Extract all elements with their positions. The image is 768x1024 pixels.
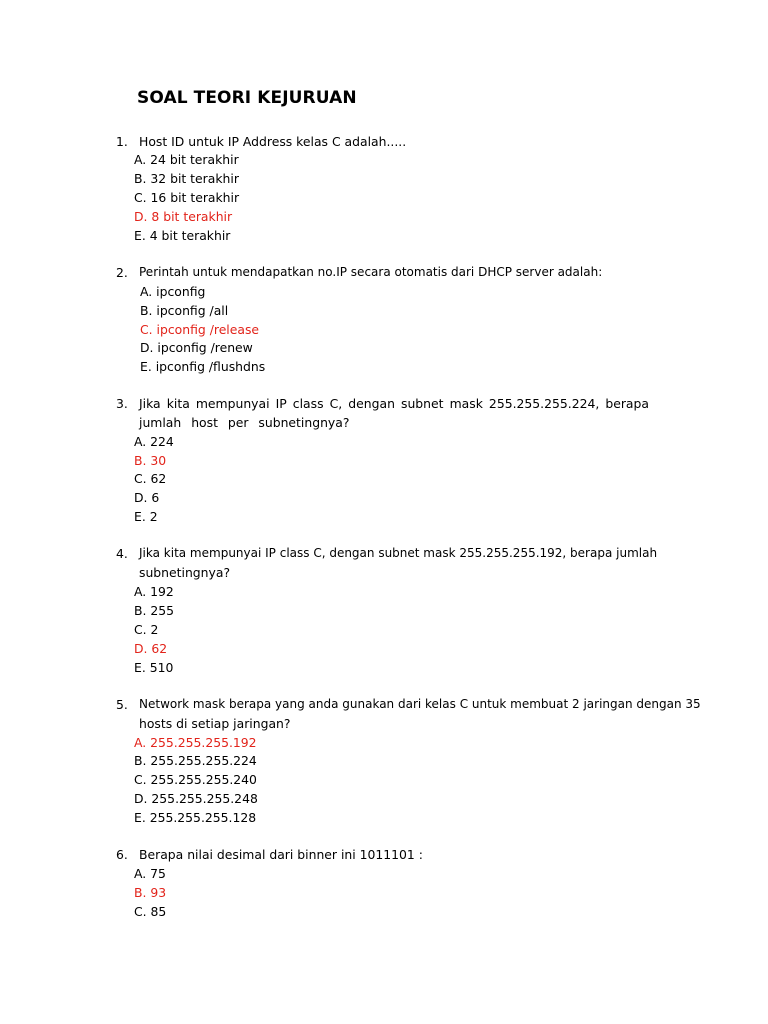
question-2-number: 2. bbox=[116, 265, 128, 280]
question-5-text-line-1: Network mask berapa yang anda gunakan dari kelas C untuk membuat 2 jaringan dengan 35 bbox=[139, 697, 701, 711]
question-4-option-e: E. 510 bbox=[134, 660, 174, 675]
question-6-option-b: B. 93 bbox=[134, 885, 167, 900]
question-1-text: Host ID untuk IP Address kelas C adalah..... bbox=[139, 134, 407, 149]
question-4-text-line-1: Jika kita mempunyai IP class C, dengan subnet mask 255.255.255.192, berapa jumlah bbox=[139, 546, 658, 560]
question-5-option-c: C. 255.255.255.240 bbox=[134, 772, 257, 787]
question-2-option-a: A. ipconfig bbox=[140, 284, 206, 299]
question-1-option-e: E. 4 bit terakhir bbox=[134, 228, 231, 243]
question-5-text-line-2: hosts di setiap jaringan? bbox=[139, 716, 291, 731]
question-5-number: 5. bbox=[116, 697, 128, 712]
question-6-text: Berapa nilai desimal dari binner ini 1011101 : bbox=[139, 847, 423, 862]
question-4-option-d: D. 62 bbox=[134, 641, 168, 656]
question-5-option-b: B. 255.255.255.224 bbox=[134, 753, 257, 768]
question-3-number: 3. bbox=[116, 396, 128, 411]
question-2-option-e: E. ipconfig /flushdns bbox=[140, 359, 266, 374]
document-title: SOAL TEORI KEJURUAN bbox=[137, 88, 357, 108]
question-1-option-d: D. 8 bit terakhir bbox=[134, 209, 233, 224]
question-3-option-a: A. 224 bbox=[134, 434, 174, 449]
question-4-option-b: B. 255 bbox=[134, 603, 175, 618]
question-3-option-d: D. 6 bbox=[134, 490, 160, 505]
question-1-option-a: A. 24 bit terakhir bbox=[134, 152, 239, 167]
question-3-option-e: E. 2 bbox=[134, 509, 158, 524]
question-1-option-c: C. 16 bit terakhir bbox=[134, 190, 240, 205]
question-2-option-b: B. ipconfig /all bbox=[140, 303, 229, 318]
question-2-option-c: C. ipconfig /release bbox=[140, 322, 260, 337]
question-6-number: 6. bbox=[116, 847, 128, 862]
question-2-option-d: D. ipconfig /renew bbox=[140, 340, 253, 355]
question-5-option-e: E. 255.255.255.128 bbox=[134, 810, 257, 825]
question-3-option-b: B. 30 bbox=[134, 453, 167, 468]
question-1-number: 1. bbox=[116, 134, 128, 149]
question-6-option-a: A. 75 bbox=[134, 866, 166, 881]
question-1-option-b: B. 32 bit terakhir bbox=[134, 171, 239, 186]
question-3-text-line-2: jumlah host per subnetingnya? bbox=[139, 415, 350, 430]
question-6-option-c: C. 85 bbox=[134, 904, 167, 919]
question-4-option-a: A. 192 bbox=[134, 584, 174, 599]
question-4-option-c: C. 2 bbox=[134, 622, 159, 637]
question-3-text-line-1: Jika kita mempunyai IP class C, dengan subnet mask 255.255.255.224, berapa bbox=[139, 396, 649, 411]
question-2-text: Perintah untuk mendapatkan no.IP secara otomatis dari DHCP server adalah: bbox=[139, 265, 603, 279]
question-5-option-a: A. 255.255.255.192 bbox=[134, 735, 257, 750]
question-5-option-d: D. 255.255.255.248 bbox=[134, 791, 258, 806]
question-4-text-line-2: subnetingnya? bbox=[139, 565, 231, 580]
question-3-option-c: C. 62 bbox=[134, 471, 167, 486]
question-4-number: 4. bbox=[116, 546, 128, 561]
